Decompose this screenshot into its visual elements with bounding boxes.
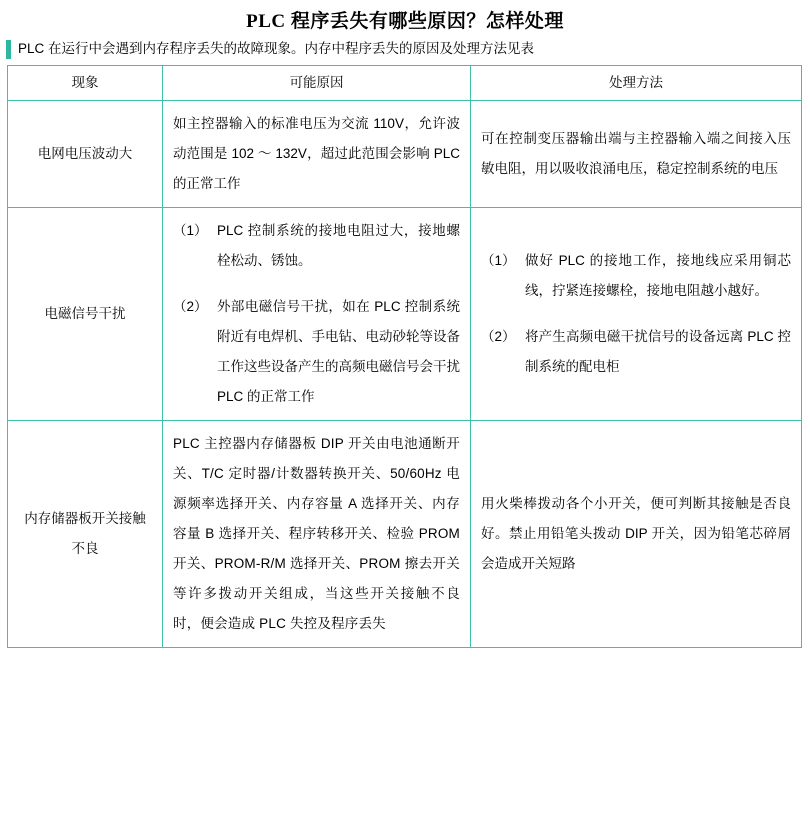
table-row <box>8 101 802 208</box>
column-header-cause: 可能原因 <box>163 66 471 101</box>
intro-text: PLC 在运行中会遇到内存程序丢失的故障现象。内存中程序丢失的原因及处理方法见表 <box>18 41 535 56</box>
cause-paragraph: PLC 主控器内存储器板 DIP 开关由电池通断开关、T/C 定时器/计数器转换开关、50/60Hz 电源频率选择开关、内存容量 A 选择开关、内存容量 B 选择开关、程序转移开关、检验 PROM 开关、PROM-R/M 选择开关、PROM 擦去开关等许多拨动开关组成，当这些开关接触不良时，便会造成 PLC 失控及程序丢失 <box>173 436 460 631</box>
handling-list <box>481 246 791 382</box>
cell-phenomenon: 电网电压波动大 <box>8 101 163 208</box>
list-item-number: （1） <box>481 253 516 268</box>
cell-cause <box>163 208 471 421</box>
cause-paragraph: 如主控器输入的标准电压为交流 110V，允许波动范围是 102 ～ 132V，超过此范围会影响 PLC 的正常工作 <box>173 116 460 191</box>
cell-handling <box>471 421 802 648</box>
page-title: PLC 程序丢失有哪些原因？怎样处理 <box>246 11 564 32</box>
list-item-text: PLC 控制系统的接地电阻过大，接地螺栓松动、锈蚀。 <box>217 223 460 268</box>
column-header-handling: 处理方法 <box>471 66 802 101</box>
list-item <box>481 246 791 306</box>
plc-causes-table <box>7 65 802 648</box>
list-item-number: （2） <box>173 299 208 314</box>
list-item-number: （1） <box>173 223 208 238</box>
cell-handling <box>471 208 802 421</box>
accent-bar <box>6 40 11 59</box>
cell-handling <box>471 101 802 208</box>
list-item-text: 将产生高频电磁干扰信号的设备远离 PLC 控制系统的配电柜 <box>525 329 791 374</box>
handling-paragraph: 可在控制变压器输出端与主控器输入端之间接入压敏电阻，用以吸收浪涌电压，稳定控制系统的电压 <box>481 131 791 176</box>
cause-list <box>173 216 460 412</box>
cell-phenomenon: 电磁信号干扰 <box>8 208 163 421</box>
list-item <box>481 322 791 382</box>
cell-cause <box>163 421 471 648</box>
table-row <box>8 208 802 421</box>
list-item-text: 做好 PLC 的接地工作，接地线应采用铜芯线，拧紧连接螺栓，接地电阻越小越好。 <box>525 253 791 298</box>
intro-block <box>0 39 810 65</box>
column-header-phenomenon: 现象 <box>8 66 163 101</box>
table-row <box>8 421 802 648</box>
handling-paragraph: 用火柴棒拨动各个小开关，便可判断其接触是否良好。禁止用铅笔头拨动 DIP 开关，因为铅笔芯碎屑会造成开关短路 <box>481 496 791 571</box>
list-item-text: 外部电磁信号干扰，如在 PLC 控制系统附近有电焊机、手电钻、电动砂轮等设备工作这些设备产生的高频电磁信号会干扰 PLC 的正常工作 <box>217 299 460 404</box>
table-header-row <box>8 66 802 101</box>
list-item <box>173 216 460 276</box>
cell-cause <box>163 101 471 208</box>
cell-phenomenon: 内存储器板开关接触不良 <box>8 421 163 648</box>
list-item-number: （2） <box>481 329 516 344</box>
list-item <box>173 292 460 412</box>
